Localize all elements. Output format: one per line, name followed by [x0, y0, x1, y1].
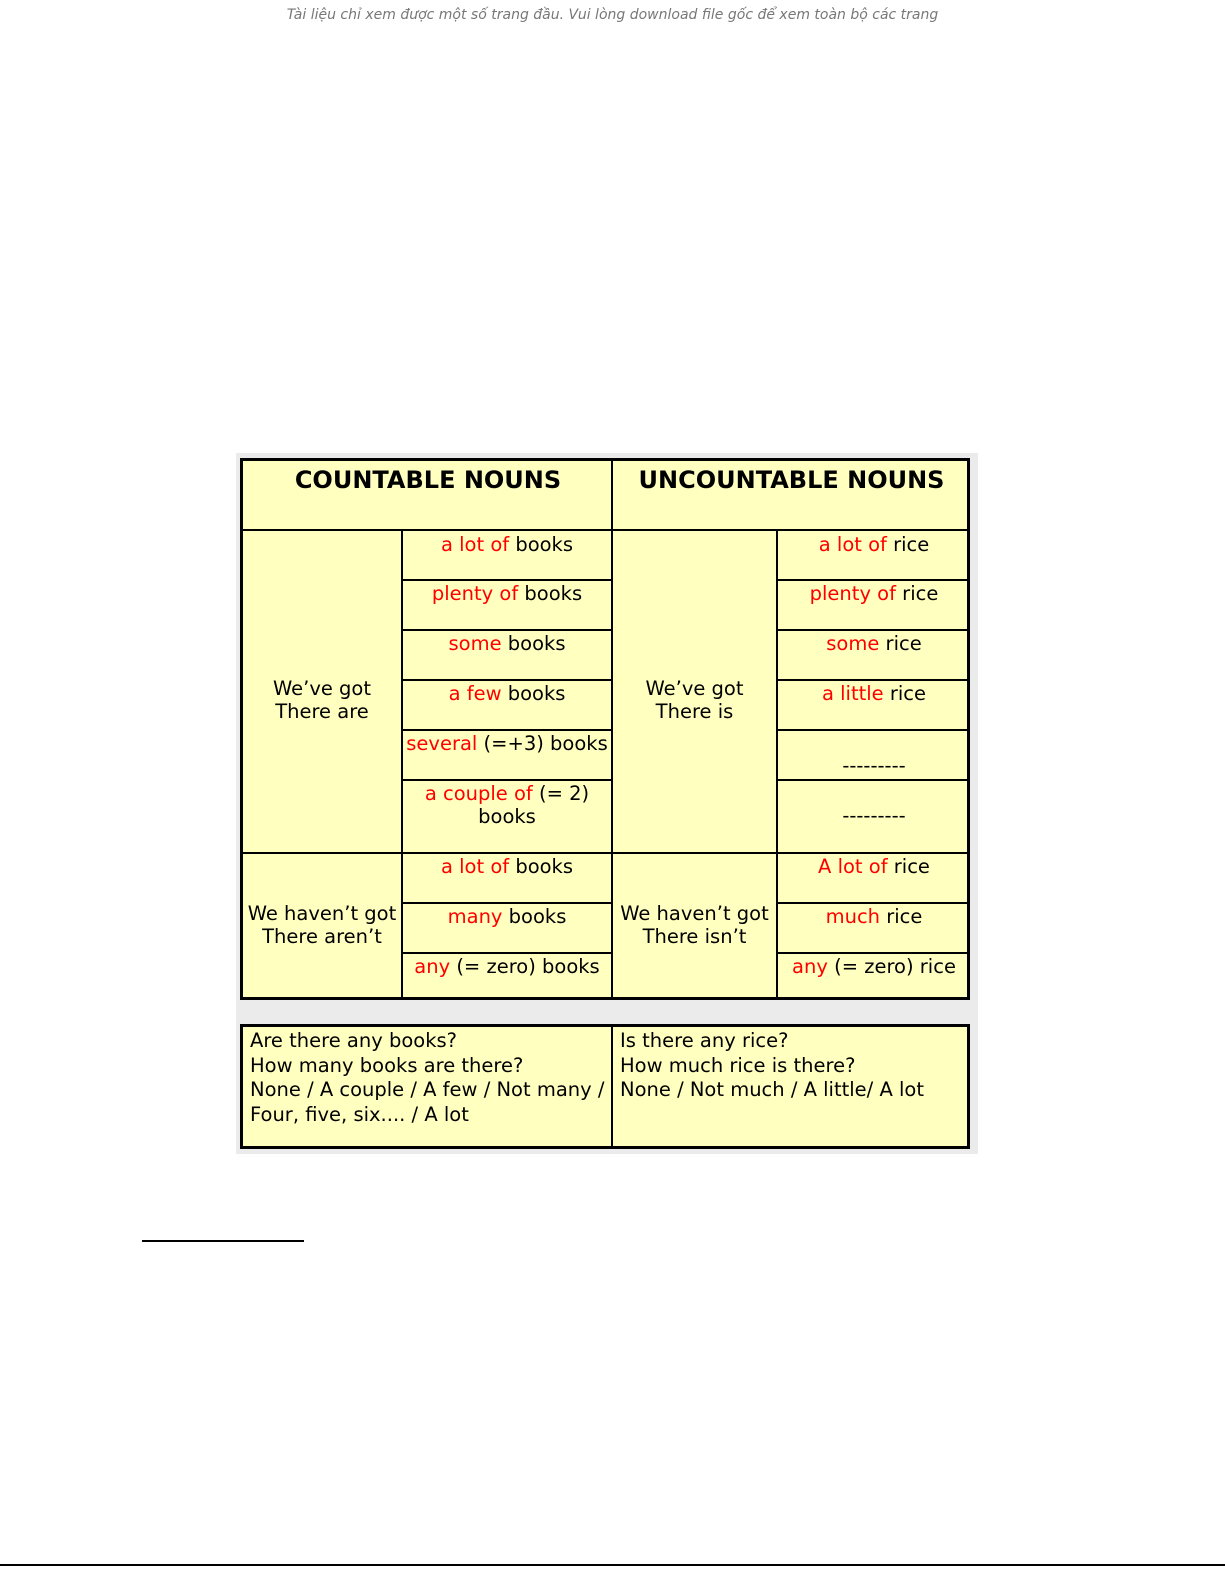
quantifier-cell: any (= zero) books — [414, 955, 600, 978]
quantifier-cell: much rice — [825, 905, 923, 928]
divider — [776, 902, 970, 904]
uncountable-negative-label: We haven’t got There isn’t — [620, 902, 769, 948]
divider — [776, 729, 970, 731]
divider — [776, 952, 970, 954]
header-countable: COUNTABLE NOUNS — [294, 466, 562, 494]
divider — [776, 779, 970, 781]
countable-questions: Are there any books? How many books are there? None / A couple / A few / Not many / Four, five, six.... / A lot — [250, 1029, 605, 1126]
divider — [776, 579, 970, 581]
quantifier-cell: plenty of rice — [809, 582, 939, 605]
divider — [401, 629, 611, 631]
quantifier-cell: plenty of books — [431, 582, 583, 605]
quantifier-cell: some books — [448, 632, 566, 655]
empty-cell-dashes: --------- — [842, 754, 906, 777]
questions-table — [240, 1024, 970, 1149]
divider — [401, 902, 611, 904]
quantifier-cell: a lot of rice — [818, 533, 930, 556]
quantifier-cell: A lot of rice — [818, 855, 930, 878]
nouns-table — [240, 458, 970, 1000]
divider — [401, 679, 611, 681]
page-footer-rule — [0, 1564, 1225, 1566]
uncountable-positive-label: We’ve got There is — [645, 677, 744, 723]
quantifier-cell: several (=+3) books — [406, 732, 608, 755]
uncountable-questions: Is there any rice? How much rice is there? None / Not much / A little/ A lot — [620, 1029, 924, 1101]
countable-negative-label: We haven’t got There aren’t — [247, 902, 397, 948]
divider — [243, 852, 970, 854]
quantifier-cell: a few books — [448, 682, 566, 705]
countable-positive-label: We’ve got There are — [272, 677, 372, 723]
underline-rule — [142, 1240, 304, 1242]
quantifier-cell: any (= zero) rice — [792, 955, 956, 978]
preview-notice: Tài liệu chỉ xem được một số trang đầu. Vui lòng download file gốc để xem toàn bộ các trang — [286, 7, 939, 23]
quantifier-cell: a couple of (= 2) books — [424, 782, 590, 828]
divider — [401, 779, 611, 781]
divider — [401, 729, 611, 731]
quantifier-cell: a little rice — [821, 682, 927, 705]
divider — [401, 579, 611, 581]
divider — [776, 629, 970, 631]
quantifier-cell: a lot of books — [440, 533, 574, 556]
quantifier-cell: many books — [447, 905, 567, 928]
divider — [776, 679, 970, 681]
divider — [611, 1027, 613, 1146]
quantifier-cell: some rice — [826, 632, 922, 655]
divider — [401, 952, 611, 954]
header-uncountable: UNCOUNTABLE NOUNS — [638, 466, 945, 494]
quantifier-cell: a lot of books — [440, 855, 574, 878]
divider — [243, 529, 970, 531]
empty-cell-dashes: --------- — [842, 804, 906, 827]
